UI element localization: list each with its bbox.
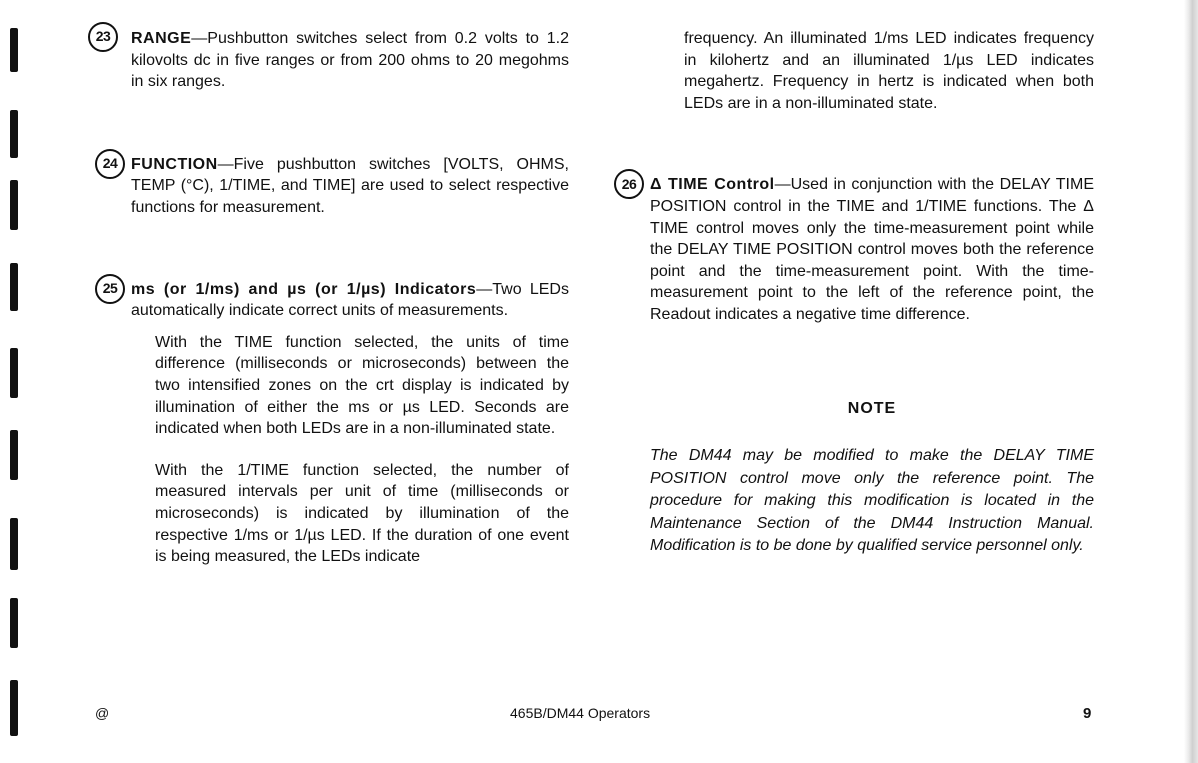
item-25-paragraph <box>131 279 569 322</box>
page-number: 9 <box>1083 705 1092 722</box>
item-25-1time-paragraph: With the 1/TIME function selected, the number of measured intervals per unit of time (milliseconds or microseconds) is indicated by illumination of the respective 1/ms or 1/µs LED. If the duration of one event is being measured, the LEDs indicate <box>155 461 569 566</box>
binding-hole-mark <box>10 110 18 158</box>
footer-copyright-symbol: @ <box>95 705 110 721</box>
item-23-paragraph <box>131 28 569 93</box>
callout-number-25: 25 <box>95 274 125 304</box>
item-23 <box>95 28 569 93</box>
item-26-text: —Used in conjunction with the DELAY TIME POSITION control in the TIME and 1/TIME functions. The Δ TIME control moves only the time-measurement point while the DELAY TIME POSITION control moves both the reference point and the time-measurement point. With the time-measurement point to the left of the reference point, the Readout indicates a negative time difference. <box>650 176 1094 323</box>
item-25-text: —Two LEDs automatically indicate correct units of measurements. <box>131 280 569 320</box>
binding-hole-mark <box>10 28 18 72</box>
callout-number-23: 23 <box>88 22 118 52</box>
item-26-paragraph <box>650 174 1094 325</box>
callout-number-26: 26 <box>614 169 644 199</box>
item-24-title: FUNCTION <box>131 155 218 173</box>
right-column <box>621 28 1094 558</box>
page-edge-shadow <box>1184 0 1198 763</box>
note-heading: NOTE <box>847 399 897 417</box>
note-body: The DM44 may be modified to make the DELAY TIME POSITION control move only the reference point. The procedure for making this modification is located in the Maintenance Section of the DM44 Instruction Manual. Modification is to be done by qualified service personnel only. <box>650 447 1094 555</box>
item-25-continued-paragraph: frequency. An illuminated 1/ms LED indicates frequency in kilohertz and an illuminated 1/µs LED indicates megahertz. Frequency in hertz is indicated when both LEDs are in a non-illuminated state. <box>684 30 1094 112</box>
page-binding <box>6 0 26 763</box>
binding-hole-mark <box>10 348 18 398</box>
binding-hole-mark <box>10 180 18 230</box>
binding-hole-mark <box>10 598 18 648</box>
item-25-title: ms (or 1/ms) and µs (or 1/µs) Indicators <box>131 280 477 298</box>
item-25 <box>102 279 569 568</box>
callout-number-24: 24 <box>95 149 125 179</box>
binding-hole-mark <box>10 430 18 480</box>
left-column <box>95 28 569 568</box>
item-26-title: Δ TIME Control <box>650 176 775 194</box>
binding-hole-mark <box>10 518 18 570</box>
binding-hole-mark <box>10 263 18 311</box>
item-26 <box>621 174 1094 325</box>
item-24 <box>102 154 569 219</box>
item-23-text: —Pushbutton switches select from 0.2 volts to 1.2 kilovolts dc in five ranges or from 200 ohms to 20 megohms in six ranges. <box>131 30 569 91</box>
binding-hole-mark <box>10 680 18 736</box>
footer-manual-title: 465B/DM44 Operators <box>510 705 651 721</box>
item-23-title: RANGE <box>131 30 192 47</box>
item-24-paragraph <box>131 154 569 219</box>
item-25-time-paragraph: With the TIME function selected, the units of time difference (milliseconds or microseconds) between the two intensified zones on the crt display is indicated by illumination of either the ms or µs LED. Seconds are indicated when both LEDs are in a non-illuminated state. <box>155 333 569 438</box>
item-24-text: —Five pushbutton switches [VOLTS, OHMS, TEMP (°C), 1/TIME, and TIME] are used to select respective functions for measurement. <box>131 155 569 216</box>
